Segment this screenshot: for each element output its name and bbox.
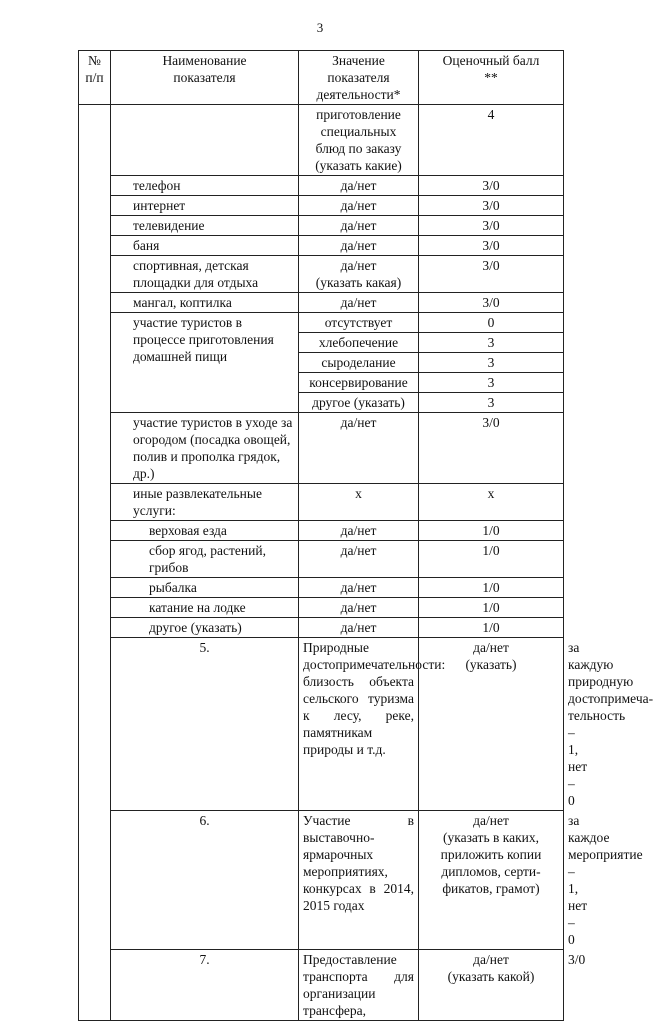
table-row — [79, 484, 564, 521]
row-score: 3/0 — [419, 196, 564, 216]
row-name: мангал, коптилка — [111, 293, 299, 313]
row-score: 3/0 — [419, 413, 564, 484]
row-value: да/нет — [299, 541, 419, 578]
row-value: да/нет (указать) — [419, 638, 564, 811]
row-value: консервирование — [299, 373, 419, 393]
row-value: да/нет (указать в каких, приложить копии дипломов, серти- фикатов, грамот) — [419, 811, 564, 950]
row-value: отсутствует — [299, 313, 419, 333]
table-row — [79, 293, 564, 313]
row-name: рыбалка — [111, 578, 299, 598]
row-name: участие туристов в уходе за огородом (посадка овощей, полив и прополка грядок, др.) — [111, 413, 299, 484]
table-row — [79, 541, 564, 578]
table-row — [79, 598, 564, 618]
row-name: Участие в выставочно-ярмарочных мероприятиях, конкурсах в 2014, 2015 годах — [299, 811, 419, 950]
page-number: 3 — [316, 20, 324, 35]
row-name: спортивная, детская площадки для отдыха — [111, 256, 299, 293]
row-num-empty — [79, 105, 111, 1021]
table-row — [79, 413, 564, 484]
row-score: 3/0 — [419, 236, 564, 256]
header-score: Оценочный балл ** — [419, 51, 564, 105]
row-value: х — [299, 484, 419, 521]
row-value: да/нет — [299, 293, 419, 313]
table-row — [79, 236, 564, 256]
row-score: 0 — [419, 313, 564, 333]
row-value: да/нет (указать какой) — [419, 950, 564, 1021]
row-name — [111, 105, 299, 176]
row-name: иные развлекательные услуги: — [111, 484, 299, 521]
row-score: х — [419, 484, 564, 521]
row-value: да/нет — [299, 521, 419, 541]
row-score: 1/0 — [419, 578, 564, 598]
table-row — [79, 578, 564, 598]
row-score: 4 — [419, 105, 564, 176]
row-score: 3/0 — [419, 256, 564, 293]
row-value: да/нет — [299, 598, 419, 618]
table-row: 7. Предоставление транспорта для организации трансфера, да/нет (указать какой) 3/0 — [79, 950, 564, 1021]
row-score: 3 — [419, 333, 564, 353]
row-score: 3/0 — [419, 216, 564, 236]
table-row — [79, 256, 564, 293]
table-row — [79, 105, 564, 176]
row-score: 3/0 — [419, 293, 564, 313]
row-value: хлебопечение — [299, 333, 419, 353]
row-value: другое (указать) — [299, 393, 419, 413]
row-value: да/нет — [299, 413, 419, 484]
row-name: верховая езда — [111, 521, 299, 541]
row-value: да/нет — [299, 216, 419, 236]
table-row — [79, 618, 564, 638]
row-num: 5. — [111, 638, 299, 811]
row-name: Предоставление транспорта для организации трансфера, — [299, 950, 419, 1021]
header-num: № п/п — [79, 51, 111, 105]
row-score: 1/0 — [419, 541, 564, 578]
header-value: Значение показателя деятельности* — [299, 51, 419, 105]
row-score: 3 — [419, 353, 564, 373]
row-score: 3/0 — [419, 176, 564, 196]
header-name: Наименование показателя — [111, 51, 299, 105]
row-value: да/нет — [299, 196, 419, 216]
row-name: сбор ягод, растений, грибов — [111, 541, 299, 578]
table-row: 6. Участие в выставочно-ярмарочных мероприятиях, конкурсах в 2014, 2015 годах да/нет (указать в каких, приложить копии дипломов, серти- фикатов, грамот) за каждое мероприятие – 1, нет – 0 — [79, 811, 564, 950]
indicators-table — [78, 50, 653, 1021]
table-row — [79, 176, 564, 196]
row-name: Природные достопримечательности: близость объекта сельского туризма к лесу, реке, памятникам природы и т.д. — [299, 638, 419, 811]
row-value: да/нет — [299, 618, 419, 638]
row-name: другое (указать) — [111, 618, 299, 638]
row-name: участие туристов в процессе приготовления домашней пищи — [111, 313, 299, 413]
row-num: 6. — [111, 811, 299, 950]
table-row: 5. Природные достопримечательности: близость объекта сельского туризма к лесу, реке, памятникам природы и т.д. да/нет (указать) за каждую природную достопримеча- тельность – 1, нет – 0 — [79, 638, 564, 811]
row-name: телефон — [111, 176, 299, 196]
row-name: телевидение — [111, 216, 299, 236]
row-score: 1/0 — [419, 598, 564, 618]
row-score: 1/0 — [419, 618, 564, 638]
table-row — [79, 313, 564, 333]
row-score: 3 — [419, 393, 564, 413]
row-name: катание на лодке — [111, 598, 299, 618]
row-value: да/нет — [299, 176, 419, 196]
table-row — [79, 216, 564, 236]
row-value: сыроделание — [299, 353, 419, 373]
row-value: приготовление специальных блюд по заказу (указать какие) — [299, 105, 419, 176]
row-name: баня — [111, 236, 299, 256]
row-name: интернет — [111, 196, 299, 216]
table-header-row — [79, 51, 564, 105]
row-value: да/нет (указать какая) — [299, 256, 419, 293]
row-value: да/нет — [299, 578, 419, 598]
table-row — [79, 196, 564, 216]
row-score: 1/0 — [419, 521, 564, 541]
table-row — [79, 521, 564, 541]
row-score: 3 — [419, 373, 564, 393]
row-num: 7. — [111, 950, 299, 1021]
row-value: да/нет — [299, 236, 419, 256]
